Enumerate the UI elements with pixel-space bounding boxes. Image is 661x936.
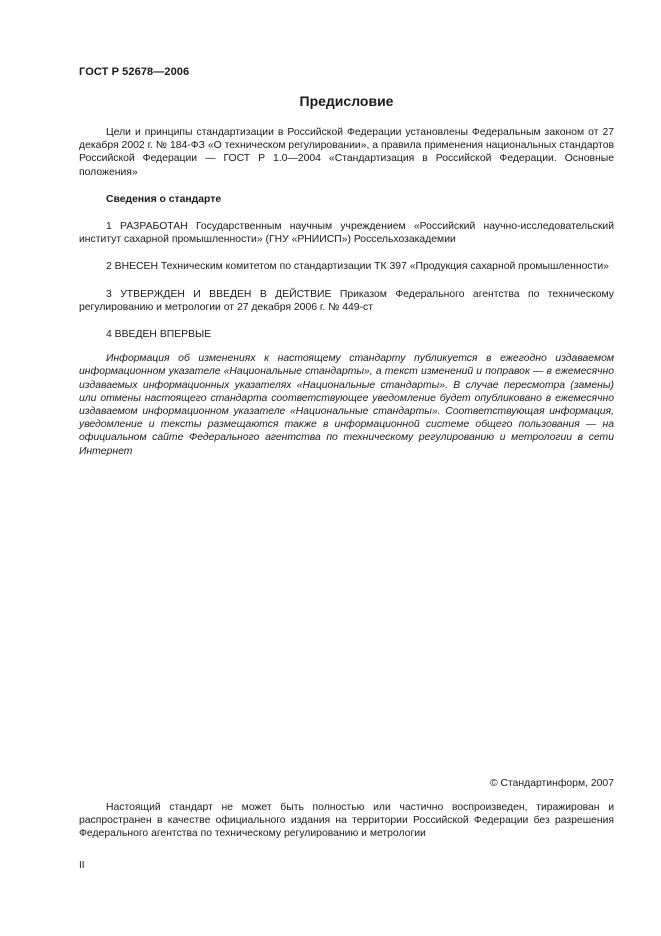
intro-paragraph: Цели и принципы стандартизации в Российской Федерации установлены Федеральным законом от 27 декабря 2002 г. № 184-ФЗ «О техническом регулировании», а правила применения национальных стандартов Российской Федерации — ГОСТ Р 1.0—2004 «Стандартизация в Российской Федерации. Основные положения» — [79, 127, 614, 178]
section-subtitle: Сведения о стандарте — [106, 193, 222, 205]
item-first-introduced: 4 ВВЕДЕН ВПЕРВЫЕ — [106, 329, 212, 341]
item-approved: 3 УТВЕРЖДЕН И ВВЕДЕН В ДЕЙСТВИЕ Приказом Федерального агентства по техническому регулированию и метрологии от 27 декабря 2006 г. № 449-ст — [79, 288, 614, 313]
item-introduced: 2 ВНЕСЕН Техническим комитетом по стандартизации ТК 397 «Продукция сахарной промышленности» — [106, 261, 609, 273]
foreword-content — [79, 126, 614, 458]
copyright: © Стандартинформ, 2007 — [489, 778, 614, 789]
page-number: II — [79, 860, 85, 871]
reproduction-notice: Настоящий стандарт не может быть полностью или частично воспроизведен, тиражирован и распространен в качестве официального издания на территории Российской Федерации без разрешения Федерального агентства по техническому регулированию и метрологии — [79, 802, 614, 840]
document-code: ГОСТ Р 52678—2006 — [79, 66, 190, 78]
item-developed: 1 РАЗРАБОТАН Государственным научным учреждением «Российский научно-исследовательский институт сахарной промышленности» (ГНУ «РНИИСП») Россельхозакадемии — [79, 221, 614, 246]
info-paragraph: Информация об изменениях к настоящему стандарту публикуется в ежегодно издаваемом информационном указателе «Национальные стандарты», а текст изменений и поправок — в ежемесячно издаваемых информационных указателях «Национальные стандарты». В случае пересмотра (замены) или отмены настоящего стандарта соответствующее уведомление будет опубликовано в ежемесячно издаваемом информационном указателе «Национальные стандарты». Соответствующая информация, уведомление и тексты размещаются также в информационной системе общего пользования — на официальном сайте Федерального агентства по техническому регулированию и метрологии в сети Интернет — [79, 353, 614, 457]
page-title: Предисловие — [299, 93, 394, 109]
